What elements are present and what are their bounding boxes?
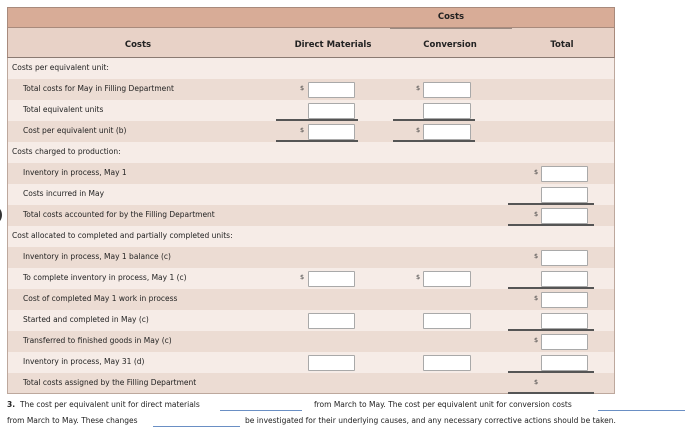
question-text-3: from March to May. These changes: [7, 416, 138, 425]
dollar-sign: $: [534, 168, 539, 176]
input-total-costs-accounted[interactable]: [541, 208, 588, 224]
dollar-sign: $: [534, 336, 539, 344]
row-label: Transferred to finished goods in May (c): [23, 336, 172, 345]
input-total-inventory-may-1[interactable]: [541, 166, 588, 182]
row-label: Cost per equivalent unit (b): [23, 126, 127, 135]
input-dm-to-complete[interactable]: [308, 271, 355, 287]
question-text-2: from March to May. The cost per equivalent unit for conversion costs: [314, 400, 572, 409]
costs-group-divider: [390, 28, 512, 29]
row-cost-of-completed-work: [7, 289, 615, 310]
row-inventory-balance: [7, 247, 615, 268]
col-costs: Costs: [124, 40, 152, 50]
dollar-sign: $: [416, 126, 421, 134]
dollar-sign: $: [534, 210, 539, 218]
row-costs-incurred-may: [7, 184, 615, 205]
row-label: Cost of completed May 1 work in process: [23, 294, 178, 303]
question-text-1: The cost per equivalent unit for direct materials: [20, 400, 200, 409]
input-dm-equivalent-units[interactable]: [308, 103, 355, 119]
row-label: Total equivalent units: [23, 105, 104, 114]
row-label: Inventory in process, May 31 (d): [23, 357, 145, 366]
row-started-and-completed: [7, 310, 615, 331]
row-cost-per-equivalent-unit: [7, 121, 615, 142]
col-total: Total: [550, 40, 574, 50]
row-label: Inventory in process, May 1 balance (c): [23, 252, 171, 261]
input-dm-inventory-may-31[interactable]: [308, 355, 355, 371]
section-costs-per-equivalent-unit: [7, 58, 615, 79]
row-inventory-may-1: [7, 163, 615, 184]
row-inventory-may-31: [7, 352, 615, 373]
row-total-costs-may: [7, 79, 615, 100]
dollar-sign: $: [300, 273, 305, 281]
section-costs-charged: [7, 142, 615, 163]
input-total-transferred[interactable]: [541, 334, 588, 350]
input-total-costs-incurred[interactable]: [541, 187, 588, 203]
row-label: Total costs assigned by the Filling Department: [23, 378, 197, 387]
row-label: Started and completed in May (c): [23, 315, 149, 324]
row-label: Costs incurred in May: [23, 189, 105, 198]
row-total-equivalent-units: [7, 100, 615, 121]
column-header-row: [7, 28, 615, 58]
section-cost-allocated: [7, 226, 615, 247]
input-total-to-complete[interactable]: [541, 271, 588, 287]
row-label: Costs per equivalent unit:: [12, 63, 109, 72]
input-conv-total-costs-may[interactable]: [423, 82, 471, 98]
col-conversion: Conversion: [423, 40, 477, 50]
header-costs-group: [7, 7, 615, 28]
col-direct-materials: Direct Materials: [294, 40, 372, 50]
input-dm-total-costs-may[interactable]: [308, 82, 355, 98]
dollar-sign: $: [416, 273, 421, 281]
dollar-sign: $: [534, 378, 539, 386]
row-total-costs-assigned: [7, 373, 615, 394]
dollar-sign: $: [534, 252, 539, 260]
input-total-cost-completed[interactable]: [541, 292, 588, 308]
input-conv-equivalent-units[interactable]: [423, 103, 471, 119]
blank-should-or-not[interactable]: [153, 426, 240, 427]
row-label: Cost allocated to completed and partially completed units:: [12, 231, 233, 240]
input-conv-to-complete[interactable]: [423, 271, 471, 287]
input-conv-cost-per-unit[interactable]: [423, 124, 471, 140]
dollar-sign: $: [416, 84, 421, 92]
question-number: 3.: [7, 400, 16, 409]
blank-conv-change[interactable]: [598, 410, 685, 411]
dollar-sign: $: [300, 84, 305, 92]
row-total-costs-accounted: [7, 205, 615, 226]
row-to-complete-inventory: [7, 268, 615, 289]
input-dm-cost-per-unit[interactable]: [308, 124, 355, 140]
scroll-handle[interactable]: [0, 205, 2, 225]
blank-dm-change[interactable]: [220, 410, 302, 411]
dollar-sign: $: [300, 126, 305, 134]
row-label: To complete inventory in process, May 1 (c): [23, 273, 187, 282]
row-label: Costs charged to production:: [12, 147, 121, 156]
input-conv-started-completed[interactable]: [423, 313, 471, 329]
underline: [508, 392, 594, 394]
input-conv-inventory-may-31[interactable]: [423, 355, 471, 371]
dollar-sign: $: [534, 294, 539, 302]
row-label: Inventory in process, May 1: [23, 168, 127, 177]
input-total-started-completed[interactable]: [541, 313, 588, 329]
costs-group-label: Costs: [437, 12, 465, 22]
row-label: Total costs for May in Filling Department: [23, 84, 174, 93]
input-dm-started-completed[interactable]: [308, 313, 355, 329]
row-transferred-to-finished: [7, 331, 615, 352]
question-text-4: be investigated for their underlying causes, and any necessary corrective actions should be taken.: [245, 416, 616, 425]
input-total-inventory-may-31[interactable]: [541, 355, 588, 371]
input-total-inventory-balance[interactable]: [541, 250, 588, 266]
row-label: Total costs accounted for by the Filling Department: [23, 210, 215, 219]
